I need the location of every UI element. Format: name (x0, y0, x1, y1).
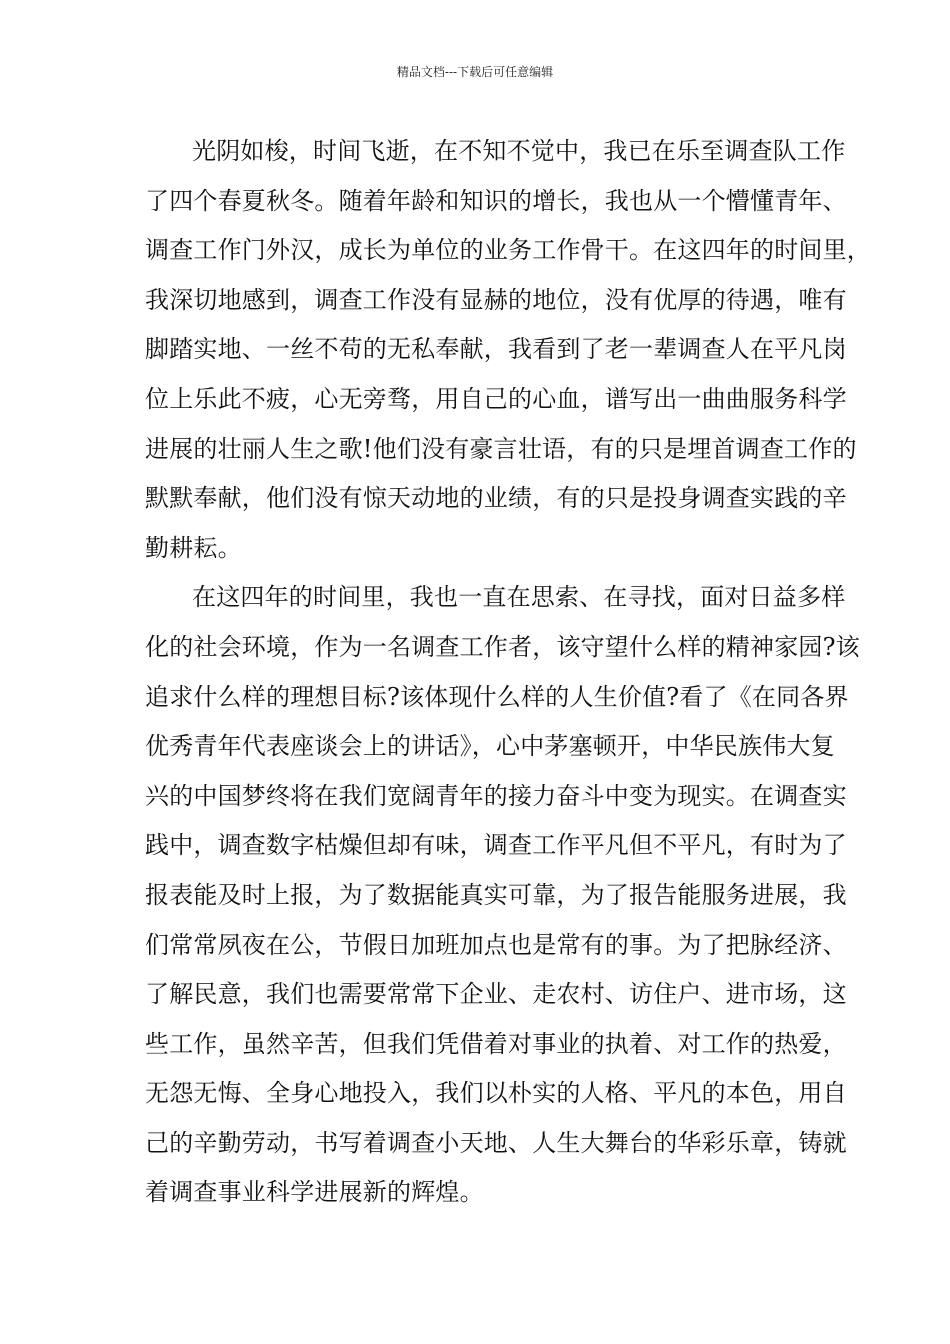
paragraph-line: 脚踏实地、一丝不苟的无私奉献，我看到了老一辈调查人在平凡岗 (145, 335, 847, 364)
paragraph-line: 优秀青年代表座谈会上的讲话》，心中茅塞顿开，中华民族伟大复 (145, 732, 835, 761)
paragraph-line: 化的社会环境，作为一名调查工作者，该守望什么样的精神家园?该 (145, 632, 860, 661)
paragraph-2 (145, 573, 860, 1218)
document-body (145, 127, 871, 1218)
paragraph-line: 了解民意，我们也需要常常下企业、走农村、访住户、进市场，这 (145, 980, 847, 1009)
paragraph-line: 无怨无悔、全身心地投入，我们以朴实的人格、平凡的本色，用自 (145, 1079, 847, 1108)
paragraph-line: 位上乐此不疲，心无旁骛，用自己的心血，谱写出一曲曲服务科学 (145, 384, 847, 413)
paragraph-line: 追求什么样的理想目标?该体现什么样的人生价值?看了《在同各界 (145, 682, 849, 711)
paragraph-line: 进展的壮丽人生之歌!他们没有豪言壮语，有的只是埋首调查工作的 (145, 434, 857, 463)
paragraph-line: 着调查事业科学进展新的辉煌。 (145, 1178, 484, 1207)
paragraph-line: 我深切地感到，调查工作没有显赫的地位，没有优厚的待遇，唯有 (145, 285, 847, 314)
paragraph-line: 些工作，虽然辛苦，但我们凭借着对事业的执着、对工作的热爱， (145, 1029, 847, 1058)
paragraph-line: 兴的中国梦终将在我们宽阔青年的接力奋斗中变为现实。在调查实 (145, 781, 847, 810)
paragraph-line: 调查工作门外汉，成长为单位的业务工作骨干。在这四年的时间里， (145, 236, 871, 265)
page-header: 精品文档---下载后可任意编辑 (396, 65, 554, 79)
paragraph-line: 在这四年的时间里，我也一直在思索、在寻找，面对日益多样 (192, 583, 846, 612)
paragraph-line: 报表能及时上报，为了数据能真实可靠，为了报告能服务进展，我 (145, 880, 847, 909)
paragraph-line: 光阴如梭，时间飞逝，在不知不觉中，我已在乐至调查队工作 (192, 137, 846, 165)
paragraph-line: 默默奉献，他们没有惊天动地的业绩，有的只是投身调查实践的辛 (145, 484, 847, 513)
paragraph-line: 践中，调查数字枯燥但却有味，调查工作平凡但不平凡，有时为了 (145, 831, 847, 860)
paragraph-line: 勤耕耘。 (145, 533, 242, 562)
paragraph-line: 们常常夙夜在公，节假日加班加点也是常有的事。为了把脉经济、 (145, 930, 847, 959)
paragraph-1 (145, 127, 871, 573)
paragraph-line: 了四个春夏秋冬。随着年龄和知识的增长，我也从一个懵懂青年、 (145, 186, 847, 215)
paragraph-line: 己的辛勤劳动，书写着调查小天地、人生大舞台的华彩乐章，铸就 (145, 1128, 847, 1157)
